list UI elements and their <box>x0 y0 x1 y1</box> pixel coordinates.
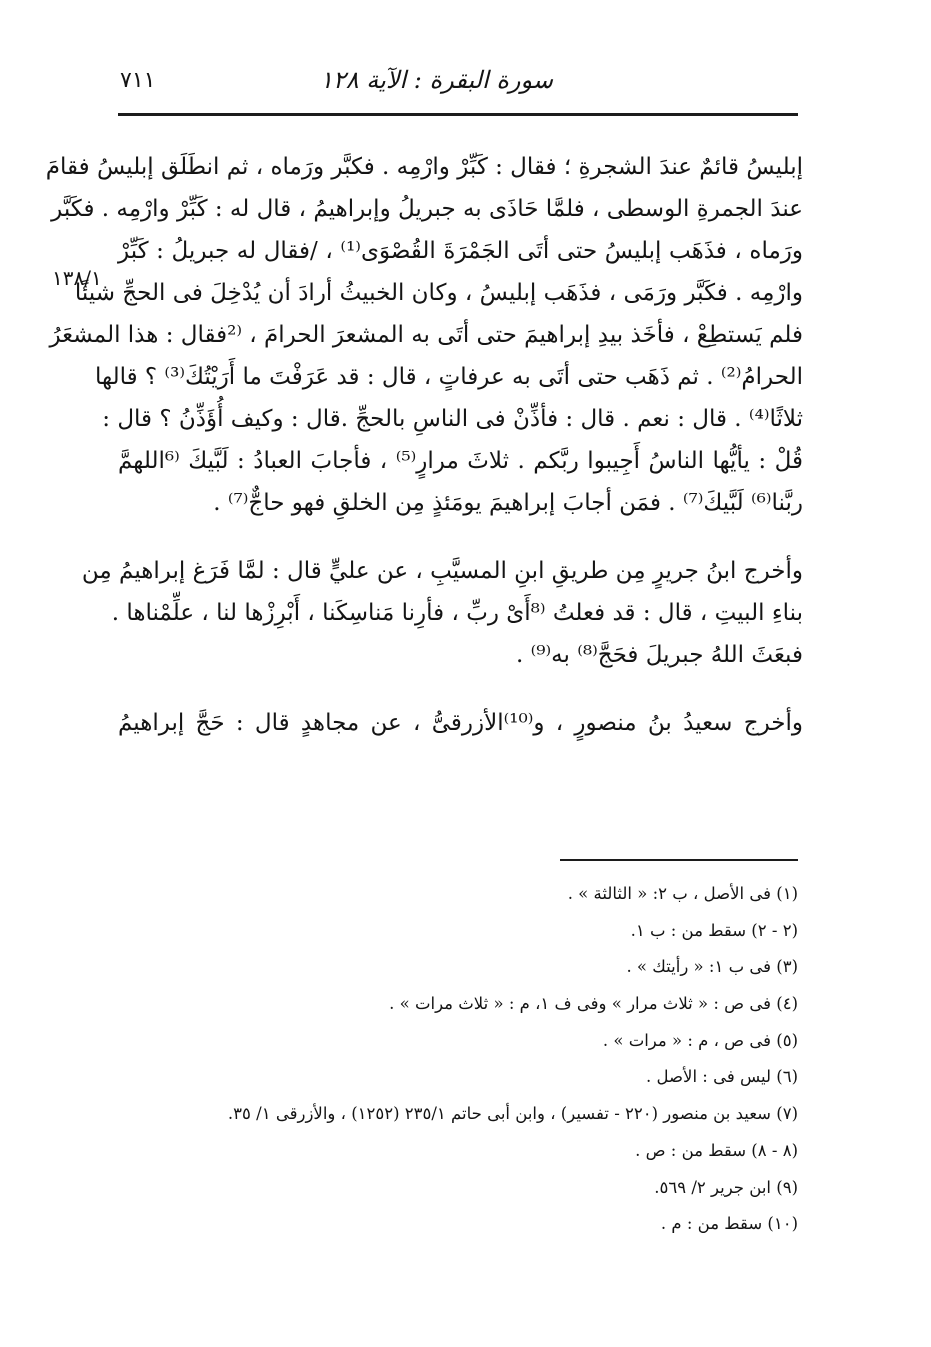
margin-reference: ١٣٨/١ <box>52 266 102 290</box>
text-line: بناءِ البيتِ ، قال : قد فعلتُ ⁽⁸أَىْ ربِّ ، فأرِنا مَناسِكَنا ، أَبْرِزْها لنا ، علِّمْناها . <box>111 600 803 626</box>
running-title: سورة البقرة : الآية ١٢٨ <box>319 66 553 94</box>
paragraph-gap <box>118 524 803 550</box>
footnote: (٦) ليس فى : الأصل . <box>646 1067 798 1087</box>
footnote: (١٠) سقط من : م . <box>660 1214 798 1234</box>
header-rule <box>118 113 798 116</box>
text-line: وأخرج ابنُ جريرٍ مِن طريقِ ابنِ المسيَّبِ ، عن عليٍّ قال : لمَّا فَرَغ إبراهيمُ مِن <box>81 558 803 584</box>
footnote: (٥) فى ص ، م : « مرات » . <box>602 1030 798 1050</box>
text-line: فلم يَستطِعْ ، فأخَذ بيدِ إبراهيمَ حتى أتَى به المشعرَ الحرامَ ، ⁽²فقال : هذا المشعَرُ <box>49 322 803 348</box>
footnote: (٨ - ٨) سقط من : ص . <box>635 1140 798 1160</box>
footnote: (٤) فى ص : « ثلاث مرار » وفى ف ١، م : « ثلاث مرات » . <box>389 994 798 1014</box>
footnote: (٧) سعيد بن منصور (٢٢٠ - تفسير) ، وابن أبى حاتم ٢٣٥/١ (١٢٥٢) ، والأزرقى ١/ ٣٥. <box>227 1104 798 1124</box>
text-line: الحرامُ⁽²⁾ . ثم ذَهَب حتى أتَى به عرفاتٍ ، قال : قد عَرَفْتَ ما أَرَيْتُكَ⁽³⁾ ؟ قالها <box>94 364 803 390</box>
footnote-rule <box>560 859 798 861</box>
page-number: ٧١١ <box>120 68 156 93</box>
text-line: قُلْ : يأيُّها الناسُ أَجِيبوا ربَّكم . ثلاثَ مرارٍ⁽⁵⁾ ، فأجابَ العبادُ : لَبَّيكَ ⁽⁶اللهمَّ <box>118 448 803 474</box>
paragraph-gap <box>118 676 803 702</box>
footnote: (٩) ابن جرير ٢/ ٥٦٩. <box>654 1177 798 1197</box>
text-line: فبعَثَ اللهُ جبريلَ فحَجَّ⁽⁸⁾ به⁽⁹⁾ . <box>516 642 803 668</box>
text-line: ربَّنا⁽⁶⁾ لَبَّيكَ⁽⁷⁾ . فمَن أجابَ إبراهيمَ يومَئذٍ مِن الخلقِ فهو حاجٌّ⁽⁷⁾ . <box>213 490 803 516</box>
text-line: إبليسُ قائمٌ عندَ الشجرةِ ؛ فقال : كَبِّرْ وارْمِه . فكبَّر ورَماه ، ثم انطَلَق إبليسُ فقامَ <box>45 154 803 180</box>
footnote: (٢ - ٢) سقط من : ب ١. <box>630 920 798 940</box>
text-line: وارْمِه . فكَبَّر ورَمَى ، فذَهَب إبليسُ ، وكان الخبيثُ أرادَ أن يُدْخِلَ فى الحجِّ شيئًا <box>74 280 803 306</box>
page-header <box>118 60 798 112</box>
text-line: ورَماه ، فذَهَب إبليسُ حتى أتَى الجَمْرَةَ القُصْوَى⁽¹⁾ ، /فقال له جبريلُ : كَبِّرْ <box>118 238 803 264</box>
footnote: (١) فى الأصل ، ب ٢: « الثالثة » . <box>567 884 798 903</box>
footnote: (٣) فى ب ١: « رأيتك » . <box>626 957 798 977</box>
text-line: ثلاثًا⁽⁴⁾ . قال : نعم . قال : فأذِّنْ فى الناسِ بالحجِّ .قال : وكيف أُؤَذِّنُ ؟ قال : <box>102 406 803 432</box>
footnotes <box>98 876 798 1243</box>
text-line: وأخرج سعيدُ بنُ منصورٍ ، و⁽¹⁰⁾الأزرقىُّ ، عن مجاهدٍ قال : حَجَّ إبراهيمُ <box>118 710 803 736</box>
text-line: عندَ الجمرةِ الوسطى ، فلمَّا حَاذَى به جبريلُ وإبراهيمُ ، قال له : كَبِّرْ وارْمِه . فكَبَّر <box>51 196 803 222</box>
